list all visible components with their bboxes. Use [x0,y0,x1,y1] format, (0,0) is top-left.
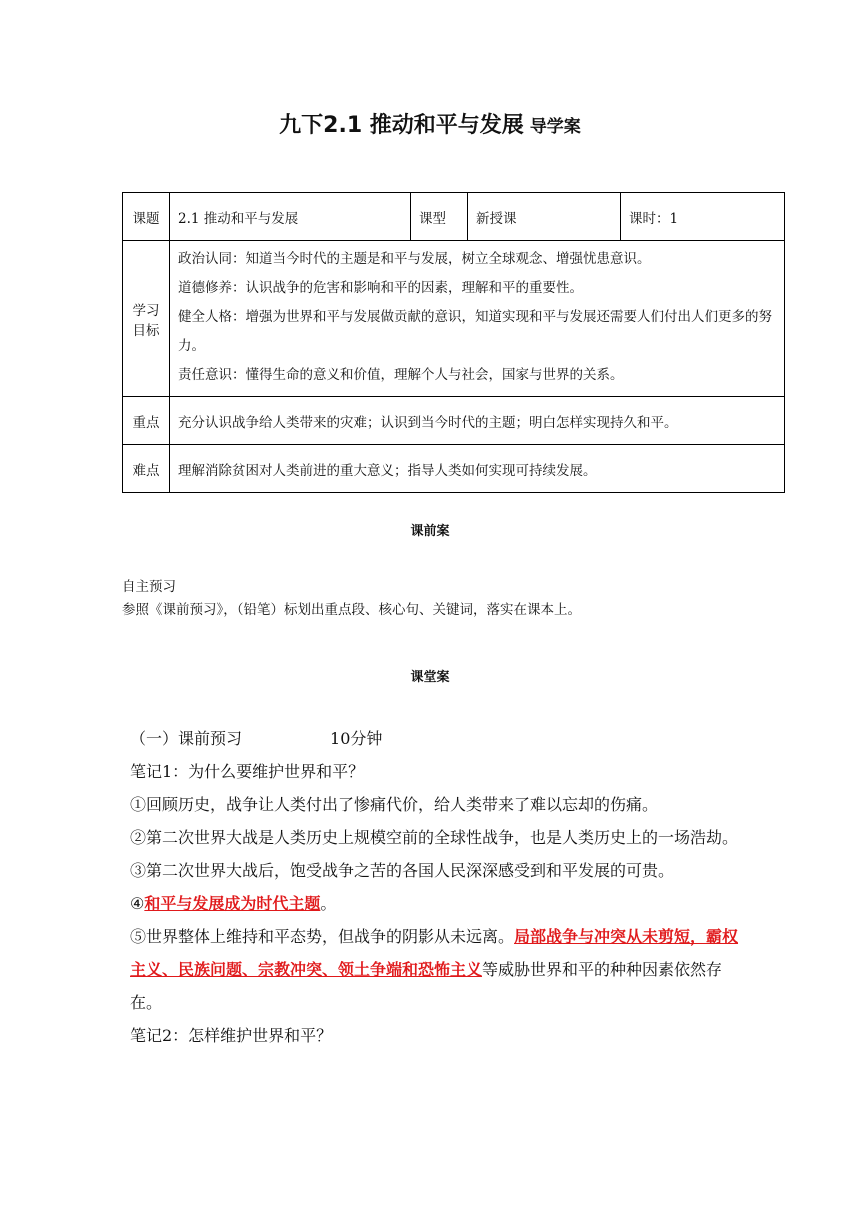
title-sub: 导学案 [529,117,581,137]
highlight-text: 和平与发展成为时代主题 [144,894,321,913]
topic-label: 课题 [123,193,170,241]
topic-value: 2.1 推动和平与发展 [170,193,411,241]
note2-question: 笔记2：怎样维护世界和平？ [130,1026,333,1045]
goal-line: 政治认同：知道当今时代的主题是和平与发展，树立全球观念、增强忧患意识。 [178,251,651,267]
goal-line: 道德修养：认识战争的危害和影响和平的因素，理解和平的重要性。 [178,280,583,296]
type-label: 课型 [411,193,468,241]
table-row [123,445,785,493]
key-value: 充分认识战争给人类带来的灾难；认识到当今时代的主题；明白怎样实现持久和平。 [170,397,785,445]
preclass-sub: 自主预习 [122,579,176,595]
inclass-heading: 课堂案 [410,670,450,685]
note1-question: 笔记1：为什么要维护世界和平？ [130,762,365,781]
part-time: 10分钟 [330,729,383,748]
note-item-3: ③第二次世界大战后，饱受战争之苦的各国人民深深感受到和平发展的可贵。 [130,861,675,880]
preclass-text: 参照《课前预习》，（铅笔）标划出重点段、核心句、关键词，落实在课本上。 [122,602,581,618]
preclass-heading: 课前案 [410,524,450,539]
class-notes [130,722,750,1052]
goal-line: 健全人格：增强为世界和平与发展做贡献的意识，知道实现和平与发展还需要人们付出人们更多的努力。 [178,309,772,354]
document-title [0,108,860,139]
note-item-1: ①回顾历史，战争让人类付出了惨痛代价，给人类带来了难以忘却的伤痛。 [130,795,659,814]
type-value: 新授课 [468,193,621,241]
key-label: 重点 [123,397,170,445]
goal-line: 责任意识：懂得生命的意义和价值，理解个人与社会，国家与世界的关系。 [178,367,624,383]
goals-label: 学习目标 [123,241,170,397]
table-row [123,193,785,241]
title-main: 九下2.1 推动和平与发展 [279,113,524,138]
part-title: （一）课前预习 10分钟 [130,729,383,748]
table-row [123,241,785,397]
highlight-text: 局部战争与冲突从未剪短，霸权主义、民族问题、宗教冲突、领土争端和恐怖主义 [130,927,739,979]
lesson-info-table [122,192,785,493]
preclass-body [122,576,581,622]
note-item-4: ④和平与发展成为时代主题。 [130,894,337,913]
table-row [123,397,785,445]
difficult-label: 难点 [123,445,170,493]
period-value: 课时：1 [621,193,785,241]
goals-content [170,241,785,397]
note-item-2: ②第二次世界大战是人类历史上规模空前的全球性战争，也是人类历史上的一场浩劫。 [130,828,739,847]
difficult-value: 理解消除贫困对人类前进的重大意义；指导人类如何实现可持续发展。 [170,445,785,493]
note-item-5: ⑤世界整体上维持和平态势，但战争的阴影从未远离。局部战争与冲突从未剪短，霸权主义、民族问题、宗教冲突、领土争端和恐怖主义等威胁世界和平的种种因素依然存在。 [130,927,739,1012]
